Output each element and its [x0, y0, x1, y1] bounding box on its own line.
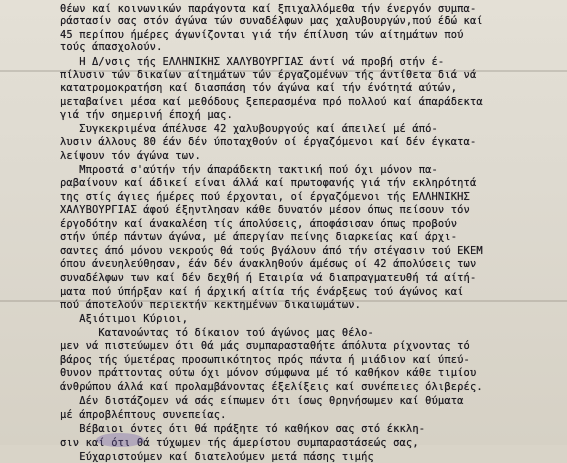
letter-line: λείψουν τόν άγώνα των.	[60, 150, 201, 162]
letter-line: πίλυσιν τών δικαίων αίτημάτων τών έργαζομένων τής άντίθετα διά νά	[60, 69, 477, 81]
letter-line: λυσιν άλλους 80 έάν δέν ύποταχθούν οί έργαζόμενοι καί δέν έγκατα-	[60, 136, 477, 148]
letter-line: Βέβαιοι όντες ότι θά πράξητε τό καθήκον σας στό έκκλη-	[60, 423, 426, 435]
letter-line: σιν καί ότι θά τύχωμεν τής άμερίστου συμπαραστάσεώς σας,	[60, 437, 419, 449]
letter-line: θυνον πράττοντας ούτω όχι μόνον σύμφωνα μέ τό καθήκον κάθε τιμίου	[60, 367, 477, 379]
letter-line: ραβαίνουν καί άδικεί είναι άλλά καί πρωτοφανής γιά τήν εκληρότητά	[60, 177, 477, 189]
letter-line: άνθρώπου άλλά καί προλαμβάνοντας έξελίξεις καί συνέπειες όλιβερές.	[60, 381, 483, 393]
letter-line: τούς άπασχολούν.	[60, 41, 163, 53]
letter-line: Αξιότιμοι Κύριοι,	[60, 313, 189, 325]
letter-line: γιά τήν σημερινή έποχή μας.	[60, 109, 233, 121]
letter-line: της στίς άγιες ήμέρες πού έρχονται, οί έργαζόμενοι τής ΕΛΛΗΝΙΚΗΣ	[60, 191, 470, 203]
letter-line: Η Δ/νσις τής ΕΛΛΗΝΙΚΗΣ ΧΑΛΥΒΟΥΡΓΙΑΣ άντί νά προβή στήν έ-	[60, 56, 445, 68]
letter-line: μέ άπροβλέπτους συνεπείας.	[60, 409, 227, 421]
letter-line: ΧΑΛΥΒΟΥΡΓΙΑΣ άφού έξηντλησαν κάθε δυνατόν μέσον όπως πείσουν τόν	[60, 204, 470, 216]
letter-line: Εύχαριστούμεν καί διατελούμεν μετά πάσης τιμής	[60, 451, 374, 463]
letter-line: μεταβαίνει μέσα καί μεθόδους ξεπερασμένα πρό πολλού καί άπαράδεκτα	[60, 96, 483, 108]
letter-line: βάρος τής ύμετέρας προσωπικότητος πρός πάντα ή μιάδιον καί ύπεύ-	[60, 354, 470, 366]
letter-line: συναδέλφων των καί δέν δεχθή ή Εταιρία νά διαπραγματευθή τά αίτή-	[60, 272, 477, 284]
letter-line: Δέν διστάζομεν νά σάς είπωμεν ότι ίσως θρηνήσωμεν καί θύματα	[60, 395, 464, 407]
letter-line: μεν νά πιστεύωμεν ότι θά μάς συμπαρασταθήτε άπόλυτα ρίχνοντας τό	[60, 340, 470, 352]
letter-line: θέων καί κοινωνικών παράγοντα καί ξπιχαλλόμεθα τήν ένεργόν συμπα-	[60, 3, 477, 15]
letter-line: ματα πού ύπήρξαν καί ή άρχική αίτία τής ένάρξεως τού άγώνος καί	[60, 286, 464, 298]
letter-line: στήν ύπέρ πάντων άγώνα, μέ άπεργίαν πείνης διαρκείας καί άρχι-	[60, 231, 458, 243]
letter-line: Κατανοώντας τό δίκαιον τού άγώνος μας θέλο-	[60, 327, 374, 339]
letter-line: όπου άνευηλεύθησαν, έάν δέν άνακληθούν άμέσως οί 42 άπολύσεις των	[60, 258, 477, 270]
letter-line: 45 περίπου ήμέρες άγωνίζονται γιά τήν έπίλυση τών αίτημάτων πού	[60, 29, 464, 41]
letter-line: Συγκεκριμένα άπέλυσε 42 χαλυβουργούς καί άπειλεί μέ άπό-	[60, 123, 438, 135]
letter-line: ράστασίν σας στόν άγώνα τών συναδέλφων μας χαλυβουργών,πού έδώ καί	[60, 15, 483, 27]
letter-line: πού άποτελούν περιεκτήν κεκτημένων δικαιωμάτων.	[60, 299, 362, 311]
letter-line: κατατρομοκρατήση καί διασπάση τόν άγώνα καί τήν ένότητά αύτών,	[60, 82, 458, 94]
letter-line: Μπροστά σ'αύτήν τήν άπαράδεκτη τακτική πού όχι μόνον πα-	[60, 164, 438, 176]
letter-line: σαντες άπό μόνου νεκρούς θά τούς βγάλουν άπό τήν στέγασιν τού ΕΚΕΜ	[60, 245, 483, 257]
letter-line: έργοδότην καί άνακαλέση τίς άπολύσεις, άποφάσισαν όπως προβούν	[60, 218, 458, 230]
ink-stamp-mark	[96, 433, 144, 447]
